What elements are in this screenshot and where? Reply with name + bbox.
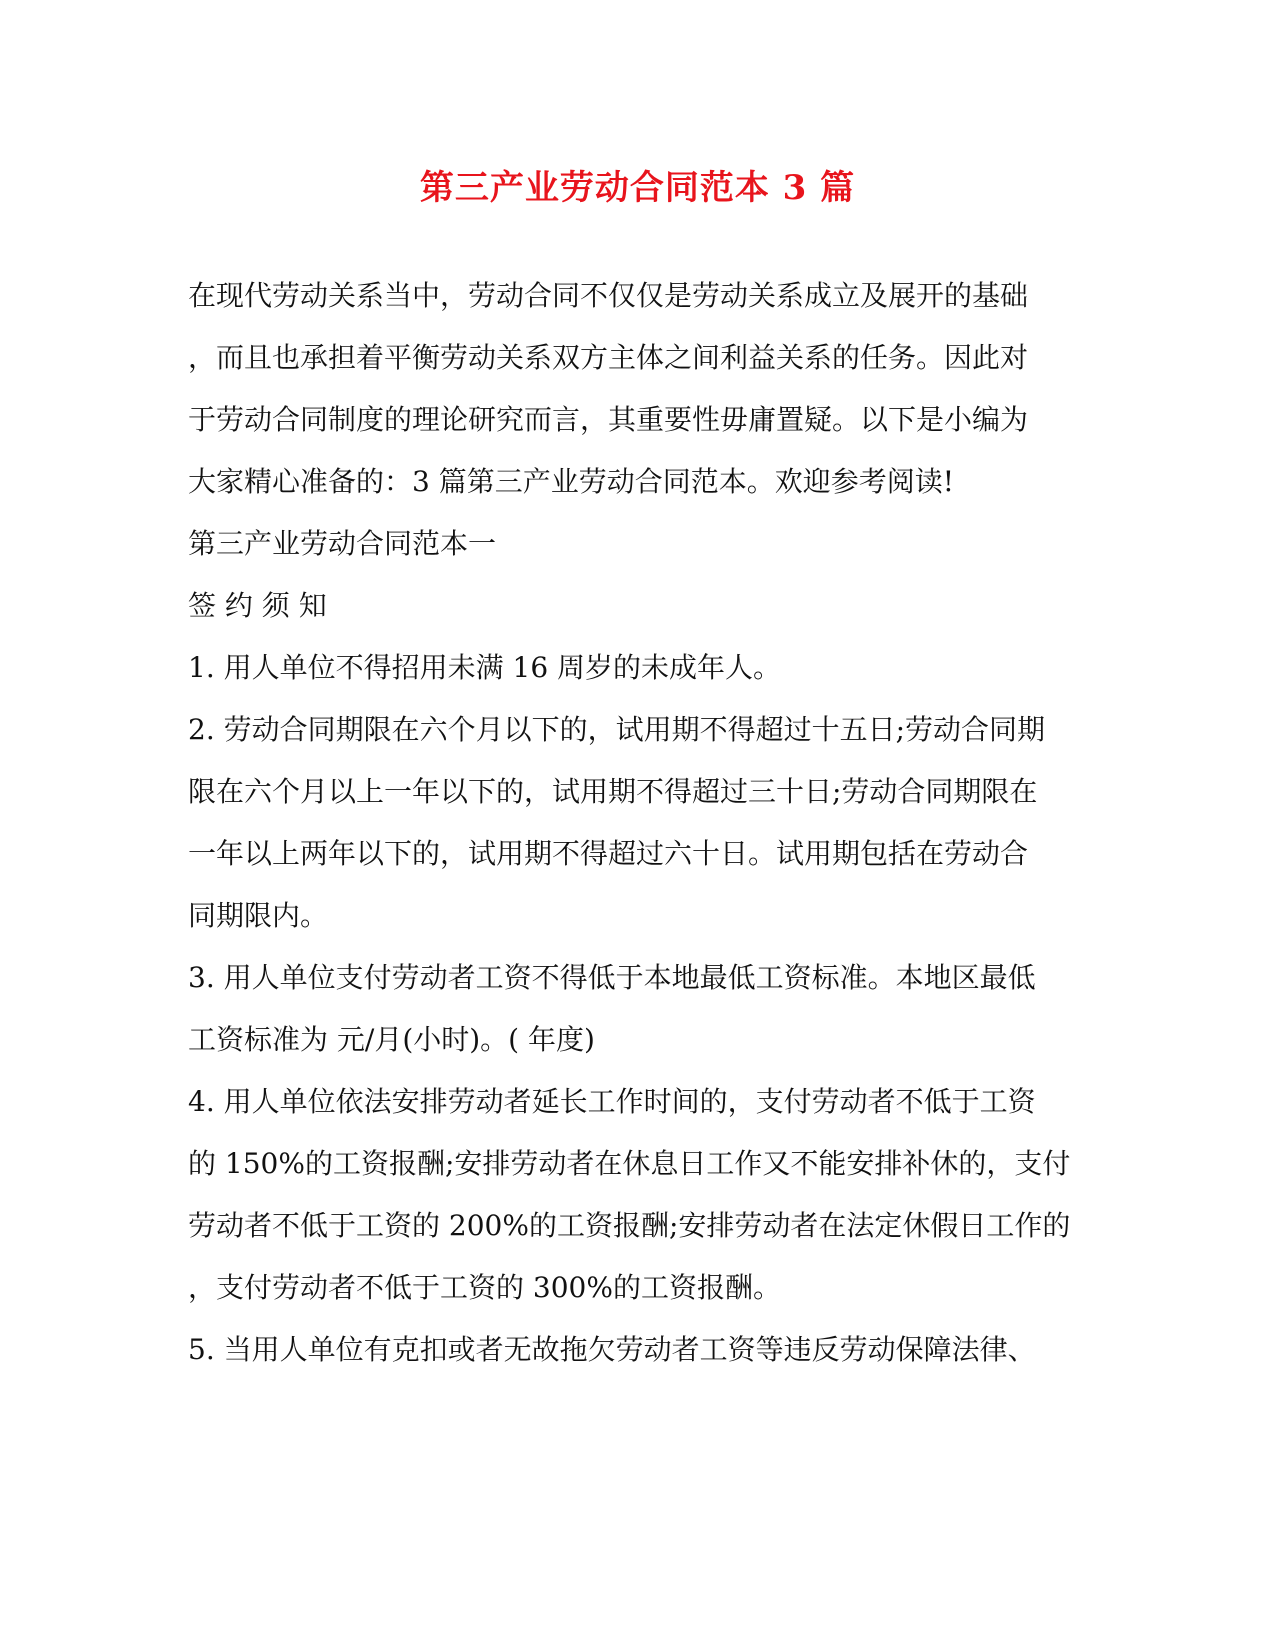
document-title: 第三产业劳动合同范本 3 篇	[419, 168, 856, 208]
intro-line-1: 在现代劳动关系当中，劳动合同不仅仅是劳动关系成立及展开的基础	[188, 279, 1029, 312]
intro-line-4: 大家精心准备的：3 篇第三产业劳动合同范本。欢迎参考阅读!	[188, 465, 954, 498]
clause-2-line-3: 一年以上两年以下的，试用期不得超过六十日。试用期包括在劳动合	[188, 837, 1029, 870]
clause-4-line-4: ，支付劳动者不低于工资的 300%的工资报酬。	[188, 1271, 781, 1304]
intro-line-2: ，而且也承担着平衡劳动关系双方主体之间利益关系的任务。因此对	[188, 341, 1029, 374]
intro-line-3: 于劳动合同制度的理论研究而言，其重要性毋庸置疑。以下是小编为	[188, 403, 1029, 436]
clause-1-line-1: 1. 用人单位不得招用未满 16 周岁的未成年人。	[188, 651, 782, 684]
section-heading: 第三产业劳动合同范本一	[188, 527, 497, 560]
clause-3-line-2: 工资标准为 元/月(小时)。( 年度)	[188, 1023, 595, 1056]
clause-4-line-2: 的 150%的工资报酬;安排劳动者在休息日工作又不能安排补休的，支付	[188, 1147, 1071, 1180]
clause-2-line-2: 限在六个月以上一年以下的，试用期不得超过三十日;劳动合同期限在	[188, 775, 1038, 808]
clause-2-line-1: 2. 劳动合同期限在六个月以下的，试用期不得超过十五日;劳动合同期	[188, 713, 1046, 746]
clause-4-line-1: 4. 用人单位依法安排劳动者延长工作时间的，支付劳动者不低于工资	[188, 1085, 1036, 1118]
notice-heading: 签 约 须 知	[188, 589, 327, 622]
clause-3-line-1: 3. 用人单位支付劳动者工资不得低于本地最低工资标准。本地区最低	[188, 961, 1036, 994]
clause-4-line-3: 劳动者不低于工资的 200%的工资报酬;安排劳动者在法定休假日工作的	[188, 1209, 1071, 1242]
clause-2-line-4: 同期限内。	[188, 899, 329, 932]
clause-5-line-1: 5. 当用人单位有克扣或者无故拖欠劳动者工资等违反劳动保障法律、	[188, 1333, 1036, 1366]
